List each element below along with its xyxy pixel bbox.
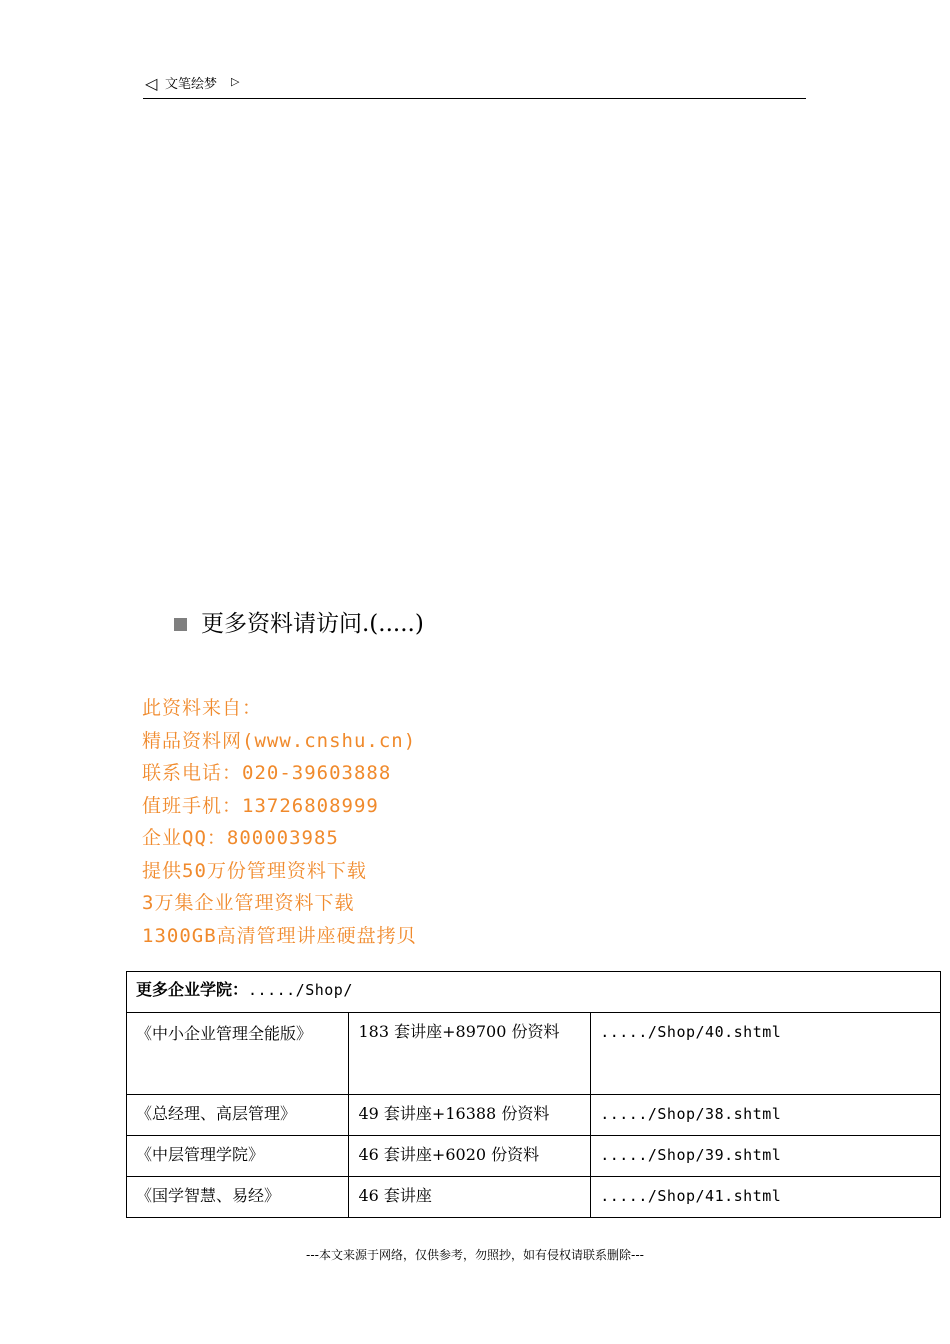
source-line: 此资料来自： [142,697,263,719]
square-bullet-icon [174,618,187,631]
courses-table [126,971,941,1218]
table-row [127,1136,941,1177]
source-line: 1300GB高清管理讲座硬盘拷贝 [142,924,417,947]
source-line: 联系电话：020-39603888 [142,762,392,784]
more-info-text: 更多资料请访问.(.....) [201,611,424,637]
source-info-block [142,692,417,952]
course-link[interactable]: ...../Shop/38.shtml [591,1095,941,1136]
source-line: 精品资料网(www.cnshu.cn) [142,729,417,752]
course-name: 《中层管理学院》 [127,1136,349,1177]
course-name: 《国学智慧、易经》 [127,1177,349,1218]
source-line: 提供50万份管理资料下载 [142,859,367,882]
source-line: 值班手机：13726808999 [142,794,379,817]
course-content: 49 套讲座+16388 份资料 [349,1095,591,1136]
course-link[interactable]: ...../Shop/39.shtml [591,1136,941,1177]
header-title: 文笔绘梦 [165,77,218,92]
left-triangle-icon: ◁ [145,74,158,93]
table-header-cell [127,972,941,1013]
course-link[interactable]: ...../Shop/40.shtml [591,1013,941,1095]
right-triangle-icon: ▷ [231,75,240,88]
source-line: 3万集企业管理资料下载 [142,892,355,914]
page-footer: ---本文来源于网络，仅供参考，勿照抄，如有侵权请联系删除--- [306,1248,644,1262]
table-row [127,1095,941,1136]
table-header-row [127,972,941,1013]
table-header-link[interactable]: ...../Shop/ [248,981,353,999]
course-content: 46 套讲座 [349,1177,591,1218]
course-content: 46 套讲座+6020 份资料 [349,1136,591,1177]
course-name: 《中小企业管理全能版》 [127,1013,349,1095]
table-row [127,1013,941,1095]
source-line: 企业QQ：800003985 [142,827,339,849]
more-info-line [174,608,424,640]
course-link[interactable]: ...../Shop/41.shtml [591,1177,941,1218]
table-header-label: 更多企业学院： [136,980,249,999]
page-header [143,74,806,99]
course-name: 《总经理、高层管理》 [127,1095,349,1136]
table-row [127,1177,941,1218]
course-content: 183 套讲座+89700 份资料 [349,1013,591,1095]
